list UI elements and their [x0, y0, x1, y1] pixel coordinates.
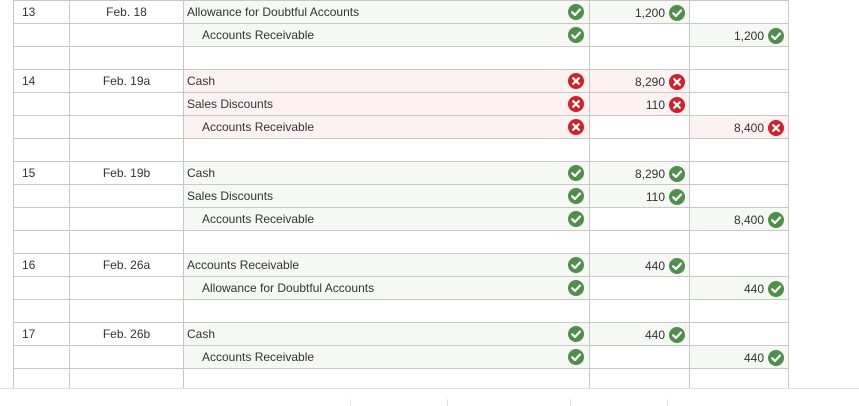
- entry-date: Feb. 19a: [102, 74, 151, 88]
- entry-number: 17: [22, 327, 36, 341]
- entry-number-cell: [13, 346, 69, 368]
- entry-number-cell: [13, 70, 69, 92]
- account-field[interactable]: [183, 346, 589, 368]
- credit-field[interactable]: [689, 116, 789, 138]
- journal-line-row: [13, 24, 789, 47]
- check-circle-icon: [768, 281, 784, 297]
- check-circle-icon: [568, 257, 584, 273]
- entry-date-cell: [69, 116, 183, 138]
- account-name: Sales Discounts: [187, 97, 274, 111]
- spacer-row: [13, 139, 789, 162]
- entry-date: Feb. 26a: [102, 258, 151, 272]
- credit-field[interactable]: [689, 208, 789, 230]
- check-circle-icon: [568, 349, 584, 365]
- entry-number-cell: [13, 323, 69, 345]
- journal-line-row: [13, 323, 789, 346]
- entry-date: Feb. 26b: [102, 327, 151, 341]
- journal-line-row: [13, 254, 789, 277]
- account-field[interactable]: [183, 70, 589, 92]
- credit-field[interactable]: [689, 323, 789, 345]
- entry-number: 13: [22, 5, 36, 19]
- debit-field[interactable]: [589, 24, 689, 46]
- entry-date: Feb. 18: [106, 5, 147, 19]
- entry-date-cell: [69, 1, 183, 23]
- account-name: Allowance for Doubtful Accounts: [202, 281, 375, 295]
- check-circle-icon: [568, 165, 584, 181]
- credit-amount-group: [734, 28, 784, 44]
- debit-amount: 440: [644, 259, 665, 273]
- x-circle-icon: [669, 97, 685, 113]
- credit-amount-group: [734, 212, 784, 228]
- credit-amount: 1,200: [733, 29, 764, 43]
- credit-field[interactable]: [689, 70, 789, 92]
- empty-cell: [69, 300, 183, 322]
- x-circle-icon: [568, 73, 584, 89]
- entry-date-cell: [69, 70, 183, 92]
- entry-number: 14: [22, 74, 36, 88]
- account-name: Accounts Receivable: [202, 28, 315, 42]
- account-field[interactable]: [183, 323, 589, 345]
- entry-number-cell: [13, 254, 69, 276]
- debit-field[interactable]: [589, 116, 689, 138]
- account-field[interactable]: [183, 208, 589, 230]
- check-circle-icon: [568, 326, 584, 342]
- entry-date: Feb. 19b: [102, 166, 151, 180]
- empty-cell: [69, 47, 183, 69]
- check-circle-icon: [568, 211, 584, 227]
- empty-cell: [13, 300, 69, 322]
- credit-amount-group: [744, 281, 784, 297]
- account-name: Cash: [187, 74, 216, 88]
- journal-line-row: [13, 277, 789, 300]
- empty-cell: [183, 300, 589, 322]
- debit-amount: 110: [645, 98, 665, 112]
- account-field[interactable]: [183, 254, 589, 276]
- entry-number-cell: [13, 116, 69, 138]
- entry-date-cell: [69, 254, 183, 276]
- debit-amount-group: [646, 189, 685, 205]
- empty-cell: [183, 139, 589, 161]
- entry-number-cell: [13, 93, 69, 115]
- entry-date-cell: [69, 277, 183, 299]
- bottom-scroll-area: [0, 388, 859, 406]
- debit-field[interactable]: [589, 208, 689, 230]
- credit-field[interactable]: [689, 24, 789, 46]
- debit-amount-group: [635, 74, 685, 90]
- entry-number-cell: [13, 24, 69, 46]
- spacer-row: [13, 231, 789, 254]
- check-circle-icon: [568, 27, 584, 43]
- debit-field[interactable]: [589, 93, 689, 115]
- credit-field[interactable]: [689, 346, 789, 368]
- account-field[interactable]: [183, 277, 589, 299]
- credit-amount: 8,400: [733, 213, 764, 227]
- spacer-row: [13, 300, 789, 323]
- credit-amount: 440: [743, 282, 764, 296]
- empty-cell: [689, 139, 789, 161]
- entry-number: 15: [22, 166, 36, 180]
- journal-line-row: [13, 162, 789, 185]
- empty-cell: [689, 231, 789, 253]
- journal-line-row: [13, 116, 789, 139]
- credit-amount: 8,400: [733, 121, 764, 135]
- check-circle-icon: [568, 4, 584, 20]
- empty-cell: [183, 47, 589, 69]
- journal-line-row: [13, 70, 789, 93]
- account-field[interactable]: [183, 24, 589, 46]
- debit-amount-group: [645, 258, 685, 274]
- debit-amount-group: [645, 327, 685, 343]
- empty-cell: [589, 139, 689, 161]
- empty-cell: [183, 231, 589, 253]
- debit-field[interactable]: [589, 70, 689, 92]
- debit-amount: 110: [645, 190, 665, 204]
- check-circle-icon: [669, 5, 685, 21]
- credit-amount-group: [744, 350, 784, 366]
- entry-number-cell: [13, 1, 69, 23]
- journal-line-row: [13, 185, 789, 208]
- credit-field[interactable]: [689, 254, 789, 276]
- debit-amount-group: [646, 97, 685, 113]
- empty-cell: [13, 47, 69, 69]
- empty-cell: [589, 47, 689, 69]
- credit-field[interactable]: [689, 93, 789, 115]
- journal-line-row: [13, 346, 789, 369]
- account-name: Cash: [187, 327, 216, 341]
- entry-number-cell: [13, 162, 69, 184]
- debit-amount-group: [635, 166, 685, 182]
- entry-number-cell: [13, 185, 69, 207]
- entry-date-cell: [69, 185, 183, 207]
- entry-number-cell: [13, 277, 69, 299]
- account-field[interactable]: [183, 162, 589, 184]
- check-circle-icon: [568, 188, 584, 204]
- check-circle-icon: [768, 28, 784, 44]
- account-field[interactable]: [183, 185, 589, 207]
- credit-amount-group: [734, 120, 784, 136]
- x-circle-icon: [669, 74, 685, 90]
- debit-field[interactable]: [589, 254, 689, 276]
- check-circle-icon: [669, 327, 685, 343]
- entry-number-cell: [13, 208, 69, 230]
- debit-field[interactable]: [589, 185, 689, 207]
- debit-field[interactable]: [589, 346, 689, 368]
- debit-field[interactable]: [589, 162, 689, 184]
- empty-cell: [689, 47, 789, 69]
- account-field[interactable]: [183, 1, 589, 23]
- credit-field[interactable]: [689, 1, 789, 23]
- x-circle-icon: [568, 119, 584, 135]
- account-name: Accounts Receivable: [187, 258, 300, 272]
- entry-number: 16: [22, 258, 36, 272]
- debit-field[interactable]: [589, 1, 689, 23]
- check-circle-icon: [669, 189, 685, 205]
- x-circle-icon: [568, 96, 584, 112]
- debit-amount: 8,290: [634, 167, 665, 181]
- empty-cell: [13, 139, 69, 161]
- empty-cell: [13, 231, 69, 253]
- check-circle-icon: [768, 212, 784, 228]
- account-name: Accounts Receivable: [202, 350, 315, 364]
- empty-cell: [69, 231, 183, 253]
- journal-entry-table: [13, 0, 789, 392]
- entry-date-cell: [69, 346, 183, 368]
- account-name: Cash: [187, 166, 216, 180]
- entry-date-cell: [69, 93, 183, 115]
- credit-field[interactable]: [689, 185, 789, 207]
- check-circle-icon: [568, 280, 584, 296]
- debit-field[interactable]: [589, 323, 689, 345]
- journal-line-row: [13, 93, 789, 116]
- empty-cell: [69, 139, 183, 161]
- debit-amount-group: [635, 5, 685, 21]
- empty-cell: [589, 231, 689, 253]
- entry-date-cell: [69, 323, 183, 345]
- spacer-row: [13, 47, 789, 70]
- account-name: Allowance for Doubtful Accounts: [187, 5, 360, 19]
- debit-amount: 440: [644, 328, 665, 342]
- account-name: Accounts Receivable: [202, 120, 315, 134]
- x-circle-icon: [768, 120, 784, 136]
- check-circle-icon: [669, 258, 685, 274]
- account-name: Accounts Receivable: [202, 212, 315, 226]
- account-name: Sales Discounts: [187, 189, 274, 203]
- journal-line-row: [13, 0, 789, 24]
- empty-cell: [589, 300, 689, 322]
- debit-amount: 8,290: [634, 75, 665, 89]
- debit-field[interactable]: [589, 277, 689, 299]
- credit-amount: 440: [743, 351, 764, 365]
- account-field[interactable]: [183, 93, 589, 115]
- entry-date-cell: [69, 24, 183, 46]
- check-circle-icon: [669, 166, 685, 182]
- empty-cell: [689, 300, 789, 322]
- credit-field[interactable]: [689, 277, 789, 299]
- debit-amount: 1,200: [634, 6, 665, 20]
- credit-field[interactable]: [689, 162, 789, 184]
- entry-date-cell: [69, 208, 183, 230]
- check-circle-icon: [768, 350, 784, 366]
- account-field[interactable]: [183, 116, 589, 138]
- entry-date-cell: [69, 162, 183, 184]
- journal-line-row: [13, 208, 789, 231]
